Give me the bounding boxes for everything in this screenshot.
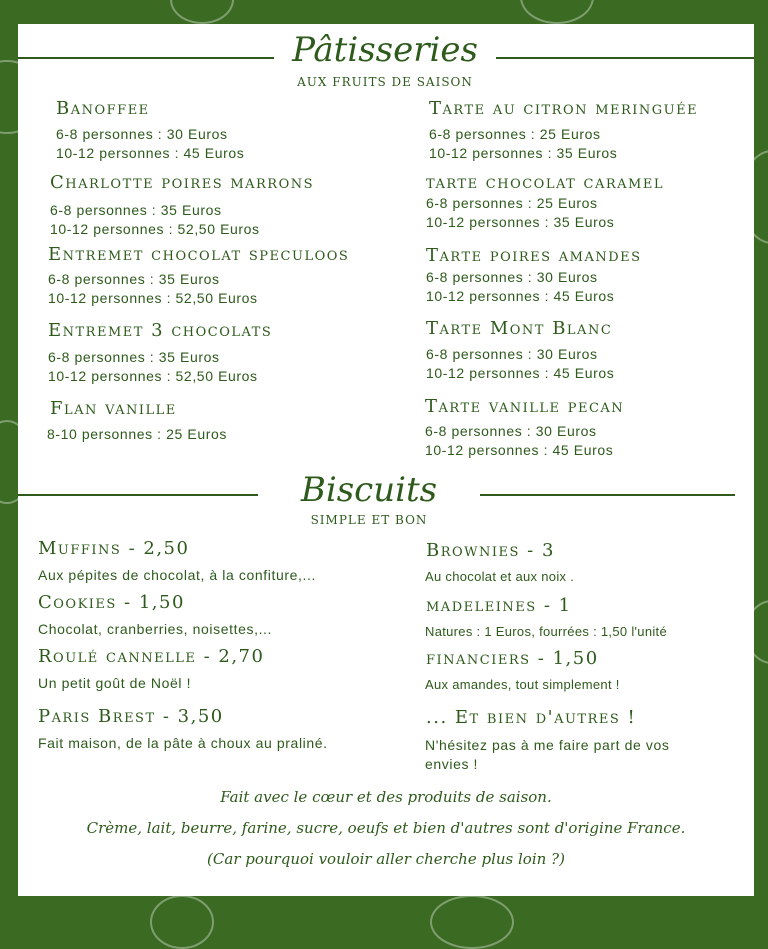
background-doodle — [520, 0, 594, 24]
item-price-line: 6-8 personnes : 35 Euros — [50, 202, 222, 218]
item-price-line: 10-12 personnes : 45 Euros — [425, 442, 614, 458]
item-description: Chocolat, cranberries, noisettes,... — [38, 621, 273, 637]
item-price-line: 10-12 personnes : 35 Euros — [426, 214, 615, 230]
item-description: Natures : 1 Euros, fourrées : 1,50 l'unité — [425, 624, 667, 639]
item-price-line: 10-12 personnes : 52,50 Euros — [48, 368, 258, 384]
patisseries-title: Pâtisseries — [292, 30, 478, 70]
item-price-line: 6-8 personnes : 30 Euros — [56, 126, 228, 142]
divider-line — [496, 57, 754, 59]
background-doodle — [430, 895, 514, 949]
patisseries-subtitle: AUX FRUITS DE SAISON — [297, 75, 473, 89]
footer-line: (Car pourquoi vouloir aller cherche plus loin ?) — [207, 850, 565, 868]
background-doodle — [170, 0, 234, 24]
biscuits-subtitle: SIMPLE ET BON — [310, 513, 428, 527]
background-doodle — [150, 895, 214, 949]
item-price-line: 6-8 personnes : 35 Euros — [48, 349, 220, 365]
item-title: Paris Brest - 3,50 — [38, 706, 224, 727]
item-title: Tarte Mont Blanc — [426, 318, 613, 339]
item-title: Cookies - 1,50 — [38, 592, 185, 613]
item-description: Un petit goût de Noël ! — [38, 675, 192, 691]
item-title: Tarte au citron meringuée — [429, 98, 699, 119]
item-title: Charlotte poires marrons — [50, 172, 315, 193]
item-title: ... Et bien d'autres ! — [426, 707, 637, 728]
item-price-line: 10-12 personnes : 45 Euros — [426, 365, 615, 381]
item-price-line: 8-10 personnes : 25 Euros — [47, 426, 227, 442]
footer-line: Fait avec le cœur et des produits de saison. — [220, 788, 552, 806]
divider-line — [480, 494, 735, 496]
item-description: envies ! — [425, 756, 479, 772]
item-title: Flan vanille — [50, 398, 177, 419]
item-description: Aux amandes, tout simplement ! — [425, 677, 620, 692]
item-price-line: 6-8 personnes : 35 Euros — [48, 271, 220, 287]
item-description: N'hésitez pas à me faire part de vos — [425, 737, 670, 753]
item-title: Banoffee — [56, 98, 150, 119]
item-price-line: 10-12 personnes : 45 Euros — [426, 288, 615, 304]
item-title: tarte chocolat caramel — [426, 172, 664, 193]
item-price-line: 6-8 personnes : 25 Euros — [426, 195, 598, 211]
item-title: Entremet 3 chocolats — [48, 320, 273, 341]
footer-line: Crème, lait, beurre, farine, sucre, oeufs et bien d'autres sont d'origine France. — [86, 819, 686, 837]
item-price-line: 10-12 personnes : 35 Euros — [429, 145, 618, 161]
item-title: Tarte poires amandes — [426, 245, 642, 266]
divider-line — [18, 57, 274, 59]
menu-panel — [18, 24, 754, 896]
item-description: Au chocolat et aux noix . — [425, 569, 575, 584]
item-title: Brownies - 3 — [426, 540, 555, 561]
item-price-line: 6-8 personnes : 30 Euros — [426, 346, 598, 362]
item-title: Muffins - 2,50 — [38, 538, 190, 559]
item-price-line: 6-8 personnes : 30 Euros — [426, 269, 598, 285]
item-title: financiers - 1,50 — [426, 648, 599, 669]
item-title: Entremet chocolat speculoos — [48, 244, 350, 265]
divider-line — [18, 494, 258, 496]
item-title: Roulé cannelle - 2,70 — [38, 646, 265, 667]
item-title: Tarte vanille pecan — [425, 396, 625, 417]
item-title: madeleines - 1 — [426, 595, 572, 616]
biscuits-title: Biscuits — [300, 470, 438, 510]
item-price-line: 6-8 personnes : 25 Euros — [429, 126, 601, 142]
item-price-line: 10-12 personnes : 52,50 Euros — [50, 221, 260, 237]
item-price-line: 6-8 personnes : 30 Euros — [425, 423, 597, 439]
item-description: Fait maison, de la pâte à choux au praliné. — [38, 735, 328, 751]
item-description: Aux pépites de chocolat, à la confiture,... — [38, 567, 316, 583]
item-price-line: 10-12 personnes : 52,50 Euros — [48, 290, 258, 306]
item-price-line: 10-12 personnes : 45 Euros — [56, 145, 245, 161]
